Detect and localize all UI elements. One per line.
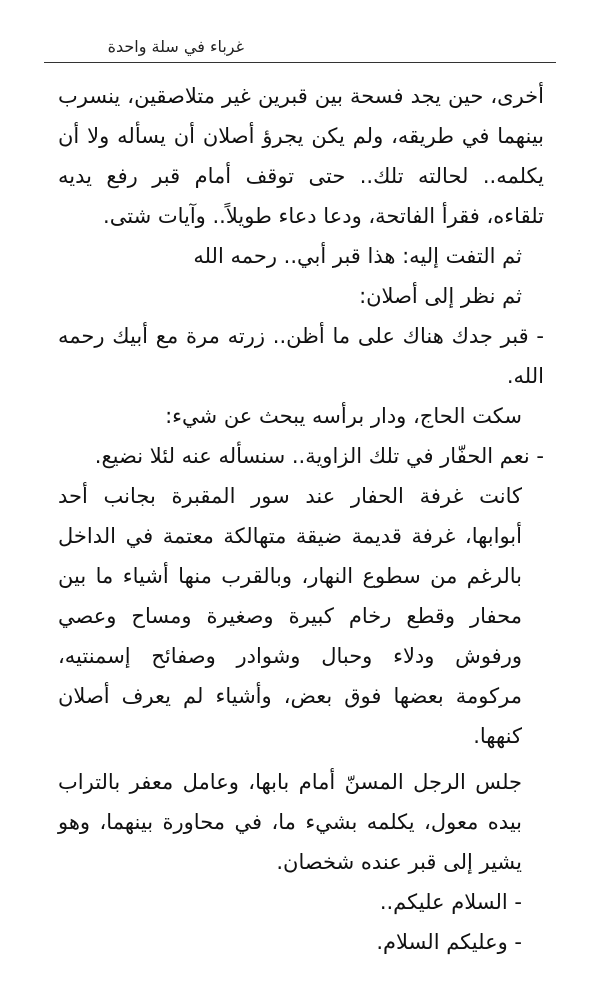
dialogue-line: - وعليكم السلام. bbox=[376, 930, 522, 954]
paragraph: جلس الرجل المسنّ أمام بابها، وعامل معفر بالتراب بيده معول، يكلمه بشيء ما، في محاورة بينهما، وهو يشير إلى قبر عنده شخصان. bbox=[58, 770, 522, 874]
paragraph: كانت غرفة الحفار عند سور المقبرة بجانب أحد أبوابها، غرفة قديمة ضيقة متهالكة معتمة في الداخل بالرغم من سطوع النهار، وبالقرب منها أشياء ما بين محفار وقطع رخام كبيرة وصغيرة ومساح وعصي ورفوش ودلاء وحبال وشوادر وصفائح إسمنتيه، مركومة بعضها فوق بعض، وأشياء لم يعرف أصلان كنهها. bbox=[58, 484, 522, 748]
paragraph: أخرى، حين يجد فسحة بين قبرين غير متلاصقين، ينسرب بينهما في طريقه، ولم يكن يجرؤ أصلان أن يسأله ولا أن يكلمه.. لحالته تلك.. حتى توقف أمام قبر رفع يديه تلقاءه، فقرأ الفاتحة، ودعا دعاء طويلاً.. وآيات شتى. bbox=[58, 84, 544, 228]
paragraph: ثم التفت إليه: هذا قبر أبي.. رحمه الله bbox=[193, 244, 522, 268]
dialogue-line: - قبر جدك هناك على ما أظن.. زرته مرة مع أبيك رحمه الله. bbox=[58, 324, 544, 388]
paragraph: سكت الحاج، ودار برأسه يبحث عن شيء: bbox=[165, 404, 522, 428]
dialogue-line: - السلام عليكم.. bbox=[379, 890, 522, 914]
page-body bbox=[58, 76, 544, 962]
dialogue-line: - نعم الحفّار في تلك الزاوية.. سنسأله عنه لئلا نضيع. bbox=[94, 444, 544, 468]
paragraph: ثم نظر إلى أصلان: bbox=[359, 284, 522, 308]
running-header-title: غرباء في سلة واحدة bbox=[107, 37, 244, 56]
header-divider bbox=[44, 62, 556, 63]
